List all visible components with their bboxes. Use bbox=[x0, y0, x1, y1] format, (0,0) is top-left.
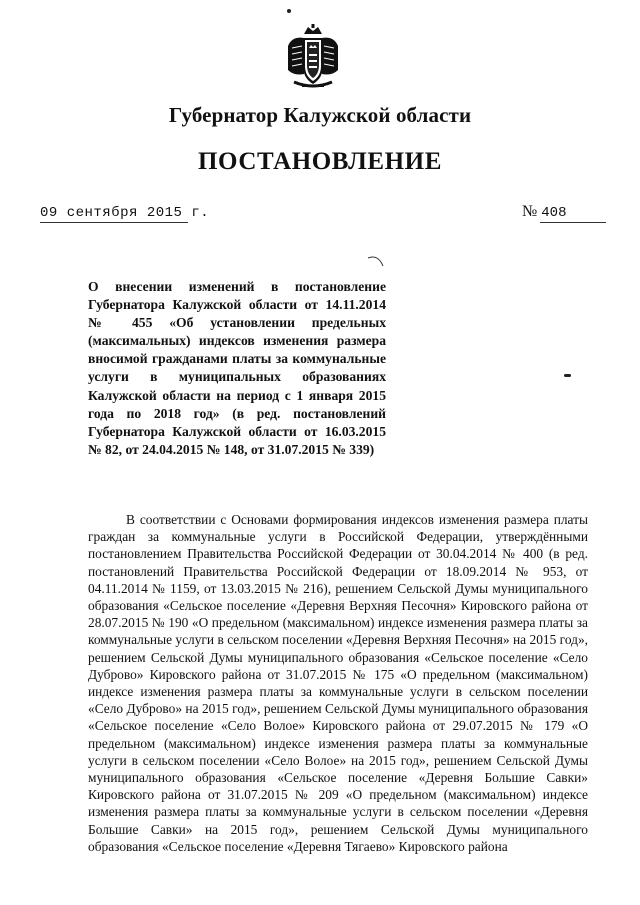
number-underline bbox=[540, 222, 606, 223]
coat-of-arms-icon bbox=[282, 24, 344, 92]
number-value: 408 bbox=[541, 205, 567, 221]
number-sign: № bbox=[522, 203, 538, 220]
document-date: 09 сентября 2015 г. bbox=[40, 205, 210, 221]
document-subject: О внесении изменений в постановление Губернатора Калужской области от 14.11.2014 № 455 «Об установлении предельных (максимальных) индексов изменения размера вносимой гражданами платы за коммунальные услуги в муниципальных образованиях Калужской области на период с 1 января 2015 года по 2018 год» (в ред. постановлений Губернатора Калужской области от 16.03.2015 № 82, от 24.04.2015 № 148, от 31.07.2015 № 339) bbox=[88, 279, 386, 457]
pen-mark bbox=[366, 254, 386, 268]
document-body-paragraph: В соответствии с Основами формирования индексов изменения размера платы граждан за коммунальные услуги в Российской Федерации, утверждёнными постановлением Правительства Российской Федерации от 30.04.2014 № 400 (в ред. постановлений Правительства Российской Федерации от 18.09.2014 № 953, от 04.11.2014 № 1159, от 13.03.2015 № 216), решением Сельской Думы муниципального образования «Сельское поселение «Деревня Верхняя Песочня» Кировского района от 28.07.2015 № 190 «О предельном (максимальном) индексе изменения размера платы за коммунальные услуги в сельском поселении «Деревня Верхняя Песочня» на 2015 год», решением Сельской Думы муниципального образования «Сельское поселение «Село Дуброво» Кировского района от 31.07.2015 № 175 «О предельном (максимальном) индексе изменения размера платы за коммунальные услуги в сельском поселении «Село Дуброво» на 2015 год», решением Сельской Думы муниципального образования «Сельское поселение «Село Волое» Кировского района от 29.07.2015 № 179 «О предельном (максимальном) индексе изменения размера платы за коммунальные услуги в сельском поселении «Село Волое» на 2015 год», решением Сельской Думы муниципального образования «Сельское поселение «Деревня Большие Савки» Кировского района от 31.07.2015 № 209 «О предельном (максимальном) индексе изменения размера платы за коммунальные услуги в сельском поселении «Деревня Большие Савки» на 2015 год», решением Сельской Думы муниципального образования «Сельское поселение «Деревня Тягаево» Кировского района bbox=[88, 512, 588, 854]
document-type-heading: ПОСТАНОВЛЕНИЕ bbox=[197, 148, 443, 175]
document-number bbox=[522, 203, 566, 221]
scan-mark bbox=[564, 374, 571, 377]
issuer-title: Губернатор Калужской области bbox=[168, 103, 472, 127]
scan-dot bbox=[287, 9, 291, 13]
date-underline bbox=[40, 222, 188, 223]
